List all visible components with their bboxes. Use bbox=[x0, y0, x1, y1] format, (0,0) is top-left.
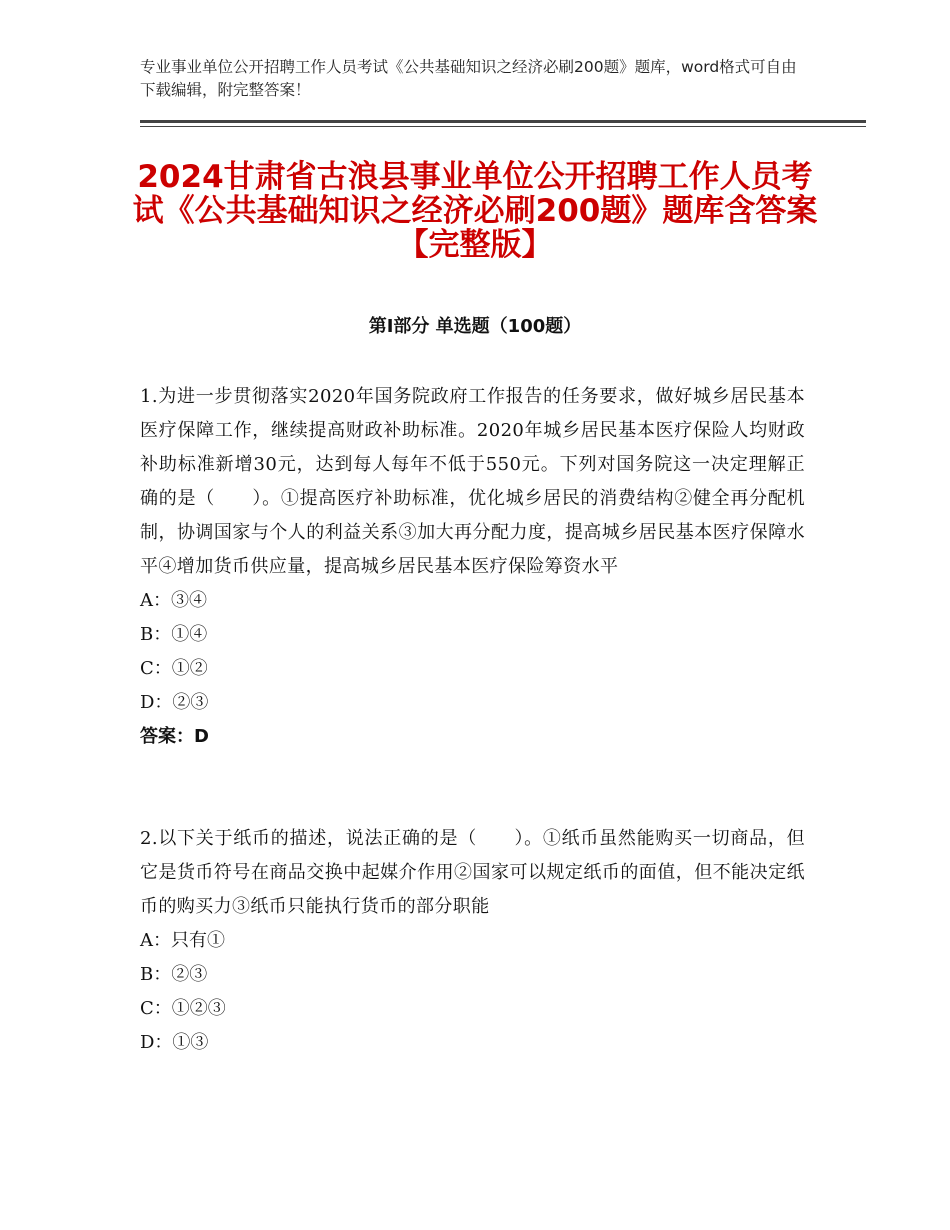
question-2-option-b: B：②③ bbox=[140, 964, 208, 985]
header-rule-thick bbox=[140, 120, 866, 123]
document-title: 2024甘肃省古浪县事业单位公开招聘工作人员考试《公共基础知识之经济必刷200题》题库含答案【完整版】 bbox=[132, 159, 818, 263]
question-1-text: 1.为进一步贯彻落实2020年国务院政府工作报告的任务要求，做好城乡居民基本医疗保障工作，继续提高财政补助标准。2020年城乡居民基本医疗保险人均财政补助标准新增30元，达到每人每年不低于550元。下列对国务院这一决定理解正确的是（ ）。①提高医疗补助标准，优化城乡居民的消费结构②健全再分配机制，协调国家与个人的利益关系③加大再分配力度，提高城乡居民基本医疗保障水平④增加货币供应量，提高城乡居民基本医疗保险筹资水平 bbox=[140, 386, 805, 577]
question-1-option-b: B：①④ bbox=[140, 624, 208, 645]
section-heading: 第Ⅰ部分 单选题（100题） bbox=[368, 316, 582, 337]
question-1-option-c: C：①② bbox=[140, 658, 208, 679]
question-2-text: 2.以下关于纸币的描述，说法正确的是（ ）。①纸币虽然能购买一切商品，但它是货币符号在商品交换中起媒介作用②国家可以规定纸币的面值，但不能决定纸币的购买力③纸币只能执行货币的部分职能 bbox=[140, 828, 805, 917]
header-note: 专业事业单位公开招聘工作人员考试《公共基础知识之经济必刷200题》题库，word格式可自由下载编辑，附完整答案！ bbox=[140, 58, 797, 99]
question-2-option-a: A：只有① bbox=[140, 930, 225, 951]
question-2 bbox=[140, 822, 805, 1060]
question-1-option-a: A：③④ bbox=[140, 590, 207, 611]
question-1 bbox=[140, 380, 805, 754]
question-1-answer: 答案：D bbox=[140, 726, 209, 747]
question-2-option-d: D：①③ bbox=[140, 1032, 209, 1053]
question-1-option-d: D：②③ bbox=[140, 692, 209, 713]
question-2-option-c: C：①②③ bbox=[140, 998, 226, 1019]
header-rule-thin bbox=[140, 126, 866, 127]
